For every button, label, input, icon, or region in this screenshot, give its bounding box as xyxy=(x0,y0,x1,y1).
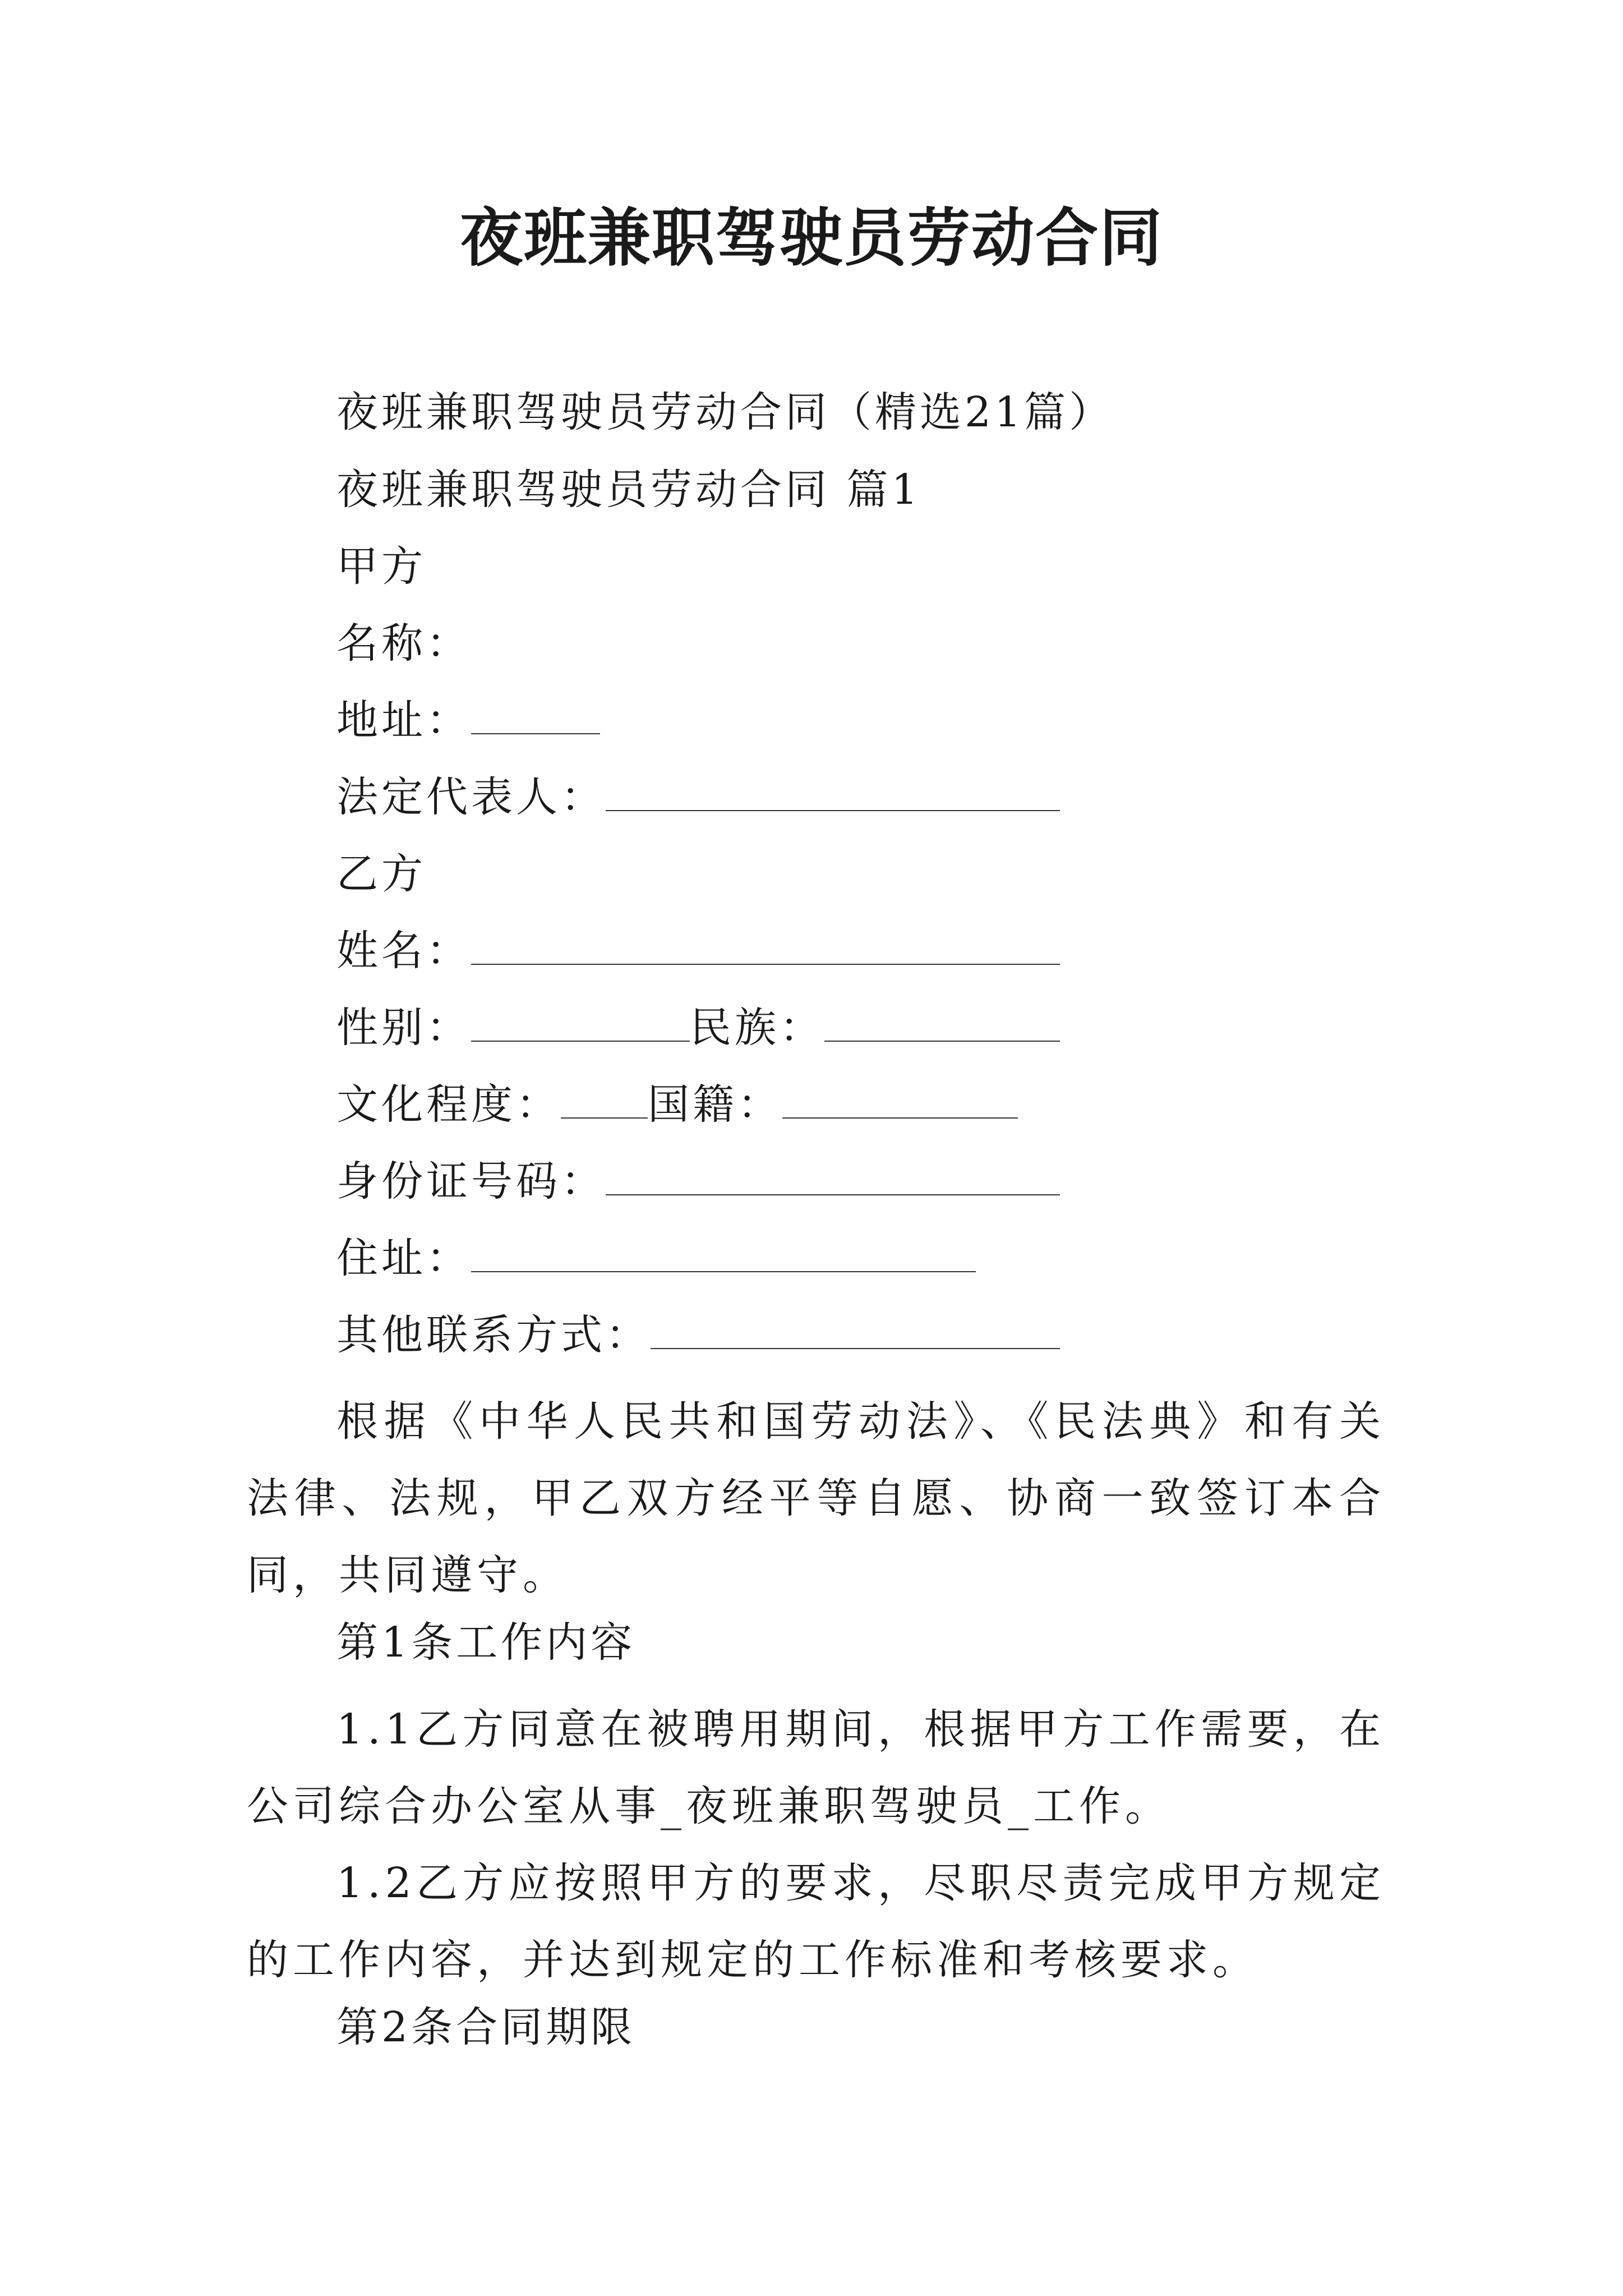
party-b-gender-label: 性别： xyxy=(336,1004,471,1052)
party-b-education-label: 文化程度： xyxy=(336,1080,561,1129)
address-blank xyxy=(471,694,600,734)
article1-clause1: 1.1乙方同意在被聘用期间，根据甲方工作需要，在公司综合办公室从事_夜班兼职驾驶员_工作。 xyxy=(247,1705,1385,1830)
education-blank xyxy=(561,1078,648,1119)
party-b-name-row xyxy=(336,923,1060,979)
name-blank xyxy=(471,924,1060,965)
id-blank xyxy=(606,1155,1060,1195)
party-a-label: 甲方 xyxy=(336,542,426,591)
party-b-gender-row xyxy=(336,1000,1060,1056)
nationality-blank xyxy=(782,1078,1018,1119)
party-b-contact-row xyxy=(336,1307,1060,1363)
party-b-id-row xyxy=(336,1153,1060,1209)
party-b-contact-label: 其他联系方式： xyxy=(336,1311,651,1359)
party-b-id-label: 身份证号码： xyxy=(336,1157,606,1205)
party-a-legal-rep-row xyxy=(336,769,1060,825)
ethnicity-blank xyxy=(824,1001,1060,1042)
party-b-ethnicity-label: 民族： xyxy=(690,1004,824,1052)
article1-heading: 第1条工作内容 xyxy=(336,1618,636,1667)
party-a-legal-rep-label: 法定代表人： xyxy=(336,773,606,821)
article2-heading: 第2条合同期限 xyxy=(336,2003,636,2051)
party-b-residence-row xyxy=(336,1230,976,1286)
document-title: 夜班兼职驾驶员劳动合同 xyxy=(460,201,1163,275)
preamble-paragraph: 根据《中华人民共和国劳动法》、《民法典》和有关法律、法规，甲乙双方经平等自愿、协商一致签订本合同，共同遵守。 xyxy=(247,1397,1385,1599)
party-b-residence-label: 住址： xyxy=(336,1234,471,1282)
contact-blank xyxy=(651,1309,1060,1349)
legal-rep-blank xyxy=(606,771,1060,811)
residence-blank xyxy=(471,1232,976,1272)
party-a-address-label: 地址： xyxy=(336,696,471,744)
party-a-address-row xyxy=(336,692,600,748)
party-b-education-row xyxy=(336,1076,1018,1133)
document-subtitle: 夜班兼职驾驶员劳动合同（精选21篇） xyxy=(336,388,1114,436)
party-b-nationality-label: 国籍： xyxy=(648,1080,782,1129)
section-heading: 夜班兼职驾驶员劳动合同 篇1 xyxy=(336,466,921,514)
party-a-name-label: 名称： xyxy=(336,619,471,668)
party-b-name-label: 姓名： xyxy=(336,927,471,975)
article1-clause2: 1.2乙方应按照甲方的要求，尽职尽责完成甲方规定的工作内容，并达到规定的工作标准和考核要求。 xyxy=(247,1859,1385,1984)
gender-blank xyxy=(471,1001,690,1042)
party-b-label: 乙方 xyxy=(336,850,426,898)
